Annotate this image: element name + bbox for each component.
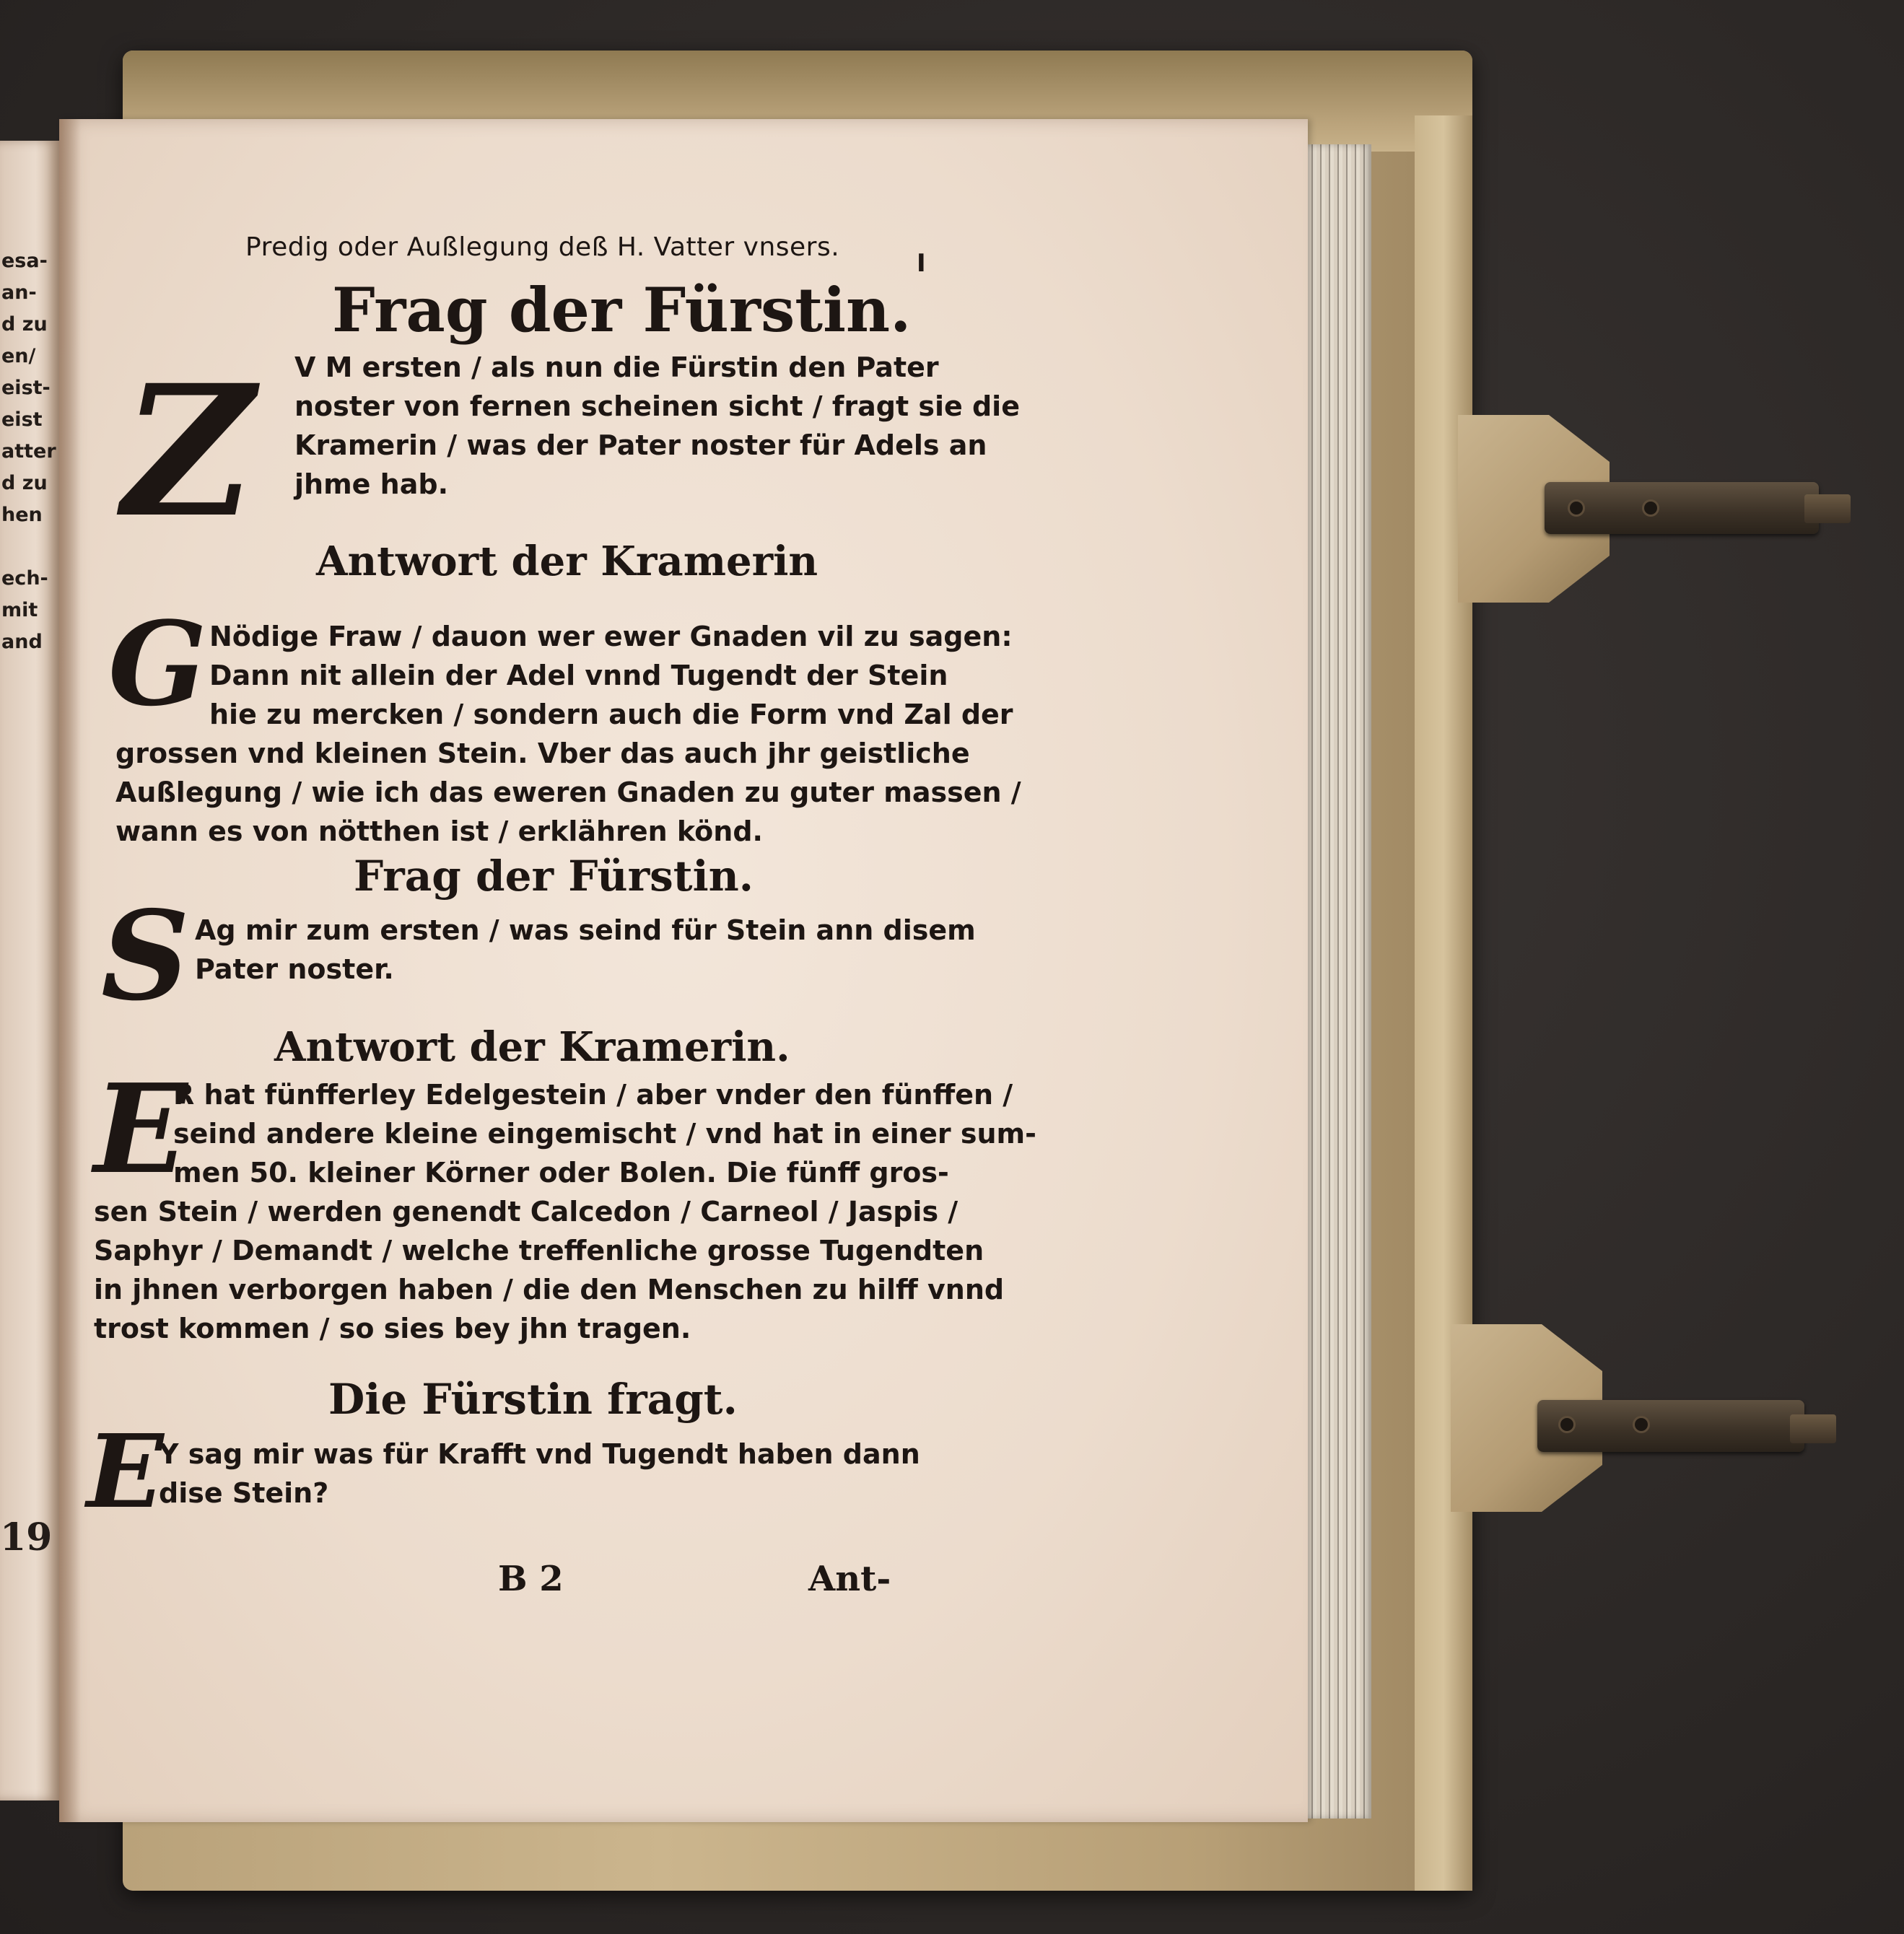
section-heading: Die Fürstin fragt. xyxy=(328,1375,738,1424)
section-heading: Frag der Fürstin. xyxy=(332,274,912,346)
text-line: V M ersten / als nun die Fürstin den Pater xyxy=(294,351,939,383)
page-gutter-shadow xyxy=(59,119,81,1822)
upper-clasp-rivet xyxy=(1570,502,1583,515)
left-fragment: hen xyxy=(1,504,43,526)
left-fragment: and xyxy=(1,631,43,653)
catchword: Ant- xyxy=(808,1559,891,1599)
section-paragraph xyxy=(94,1075,1036,1348)
text-line: in jhnen verborgen haben / die den Menschen zu hilff vnnd xyxy=(94,1274,1005,1305)
text-line: sen Stein / werden genendt Calcedon / Carneol / Jaspis / xyxy=(94,1196,958,1228)
upper-clasp-rivet xyxy=(1644,502,1657,515)
folio-number: I xyxy=(917,249,926,278)
text-line: Ag mir zum ersten / was seind für Stein ann disem xyxy=(195,914,976,946)
text-line: wann es von nötthen ist / erklähren könd. xyxy=(115,815,763,847)
text-line: Nödige Fraw / dauon wer ewer Gnaden vil zu sagen: xyxy=(209,621,1013,652)
drop-initial: E xyxy=(94,1057,188,1202)
left-fragment: eist xyxy=(1,408,43,431)
text-line: Saphyr / Demandt / welche treffenliche grosse Tugendten xyxy=(94,1235,984,1266)
upper-clasp-tip xyxy=(1804,494,1851,523)
text-line: R hat fünfferley Edelgestein / aber vnder den fünffen / xyxy=(173,1079,1013,1111)
text-line: noster von fernen scheinen sicht / fragt sie die xyxy=(294,390,1020,422)
left-fragment: d zu xyxy=(1,313,48,336)
text-line: seind andere kleine eingemischt / vnd hat in einer sum- xyxy=(173,1118,1036,1150)
left-fragment: ech- xyxy=(1,567,48,590)
text-line: Kramerin / was der Pater noster für Adels an xyxy=(294,429,987,461)
text-line: Außlegung / wie ich das eweren Gnaden zu guter massen / xyxy=(115,776,1021,808)
drop-initial: Z xyxy=(123,345,255,557)
drop-initial: G xyxy=(108,596,207,732)
cover-right-edge xyxy=(1415,115,1472,1891)
left-page-number: 19 xyxy=(0,1515,53,1559)
text-line: men 50. kleiner Körner oder Bolen. Die fünff gros- xyxy=(173,1157,949,1189)
left-fragment: atter xyxy=(1,440,56,463)
left-page-fragments xyxy=(1,245,58,658)
lower-clasp-tip xyxy=(1790,1414,1836,1443)
section-heading: Antwort der Kramerin xyxy=(316,538,818,585)
text-line: Y sag mir was für Krafft vnd Tugendt haben dann xyxy=(159,1438,920,1470)
text-line: jhme hab. xyxy=(294,468,449,500)
text-line: dise Stein? xyxy=(159,1477,329,1509)
upper-clasp-bar xyxy=(1545,482,1819,534)
drop-initial: S xyxy=(101,884,190,1028)
text-line: Dann nit allein der Adel vnnd Tugendt der Stein xyxy=(209,660,948,691)
signature-mark: B 2 xyxy=(498,1559,564,1599)
section-heading: Antwort der Kramerin. xyxy=(274,1023,790,1071)
lower-clasp-rivet xyxy=(1635,1418,1648,1431)
left-fragment: mit xyxy=(1,599,38,621)
text-line: Pater noster. xyxy=(195,953,394,985)
drop-initial: E xyxy=(87,1413,164,1531)
text-line: trost kommen / so sies bey jhn tragen. xyxy=(94,1313,691,1344)
section-paragraph xyxy=(195,911,976,989)
text-line: grossen vnd kleinen Stein. Vber das auch jhr geistliche xyxy=(115,738,970,769)
running-head: Predig oder Außlegung deß H. Vatter vnsers. xyxy=(245,232,840,262)
left-fragment: esa- xyxy=(1,250,48,272)
text-line: hie zu mercken / sondern auch die Form vnd Zal der xyxy=(209,699,1013,730)
left-fragment: en/ xyxy=(1,345,36,367)
left-fragment: d zu xyxy=(1,472,48,494)
lower-clasp-rivet xyxy=(1560,1418,1573,1431)
lower-clasp-bar xyxy=(1537,1400,1804,1452)
section-heading: Frag der Fürstin. xyxy=(354,852,754,901)
left-fragment: an- xyxy=(1,281,37,304)
section-paragraph xyxy=(115,617,1021,851)
section-paragraph xyxy=(159,1435,920,1513)
left-fragment: eist- xyxy=(1,377,51,399)
section-paragraph xyxy=(294,348,1020,504)
